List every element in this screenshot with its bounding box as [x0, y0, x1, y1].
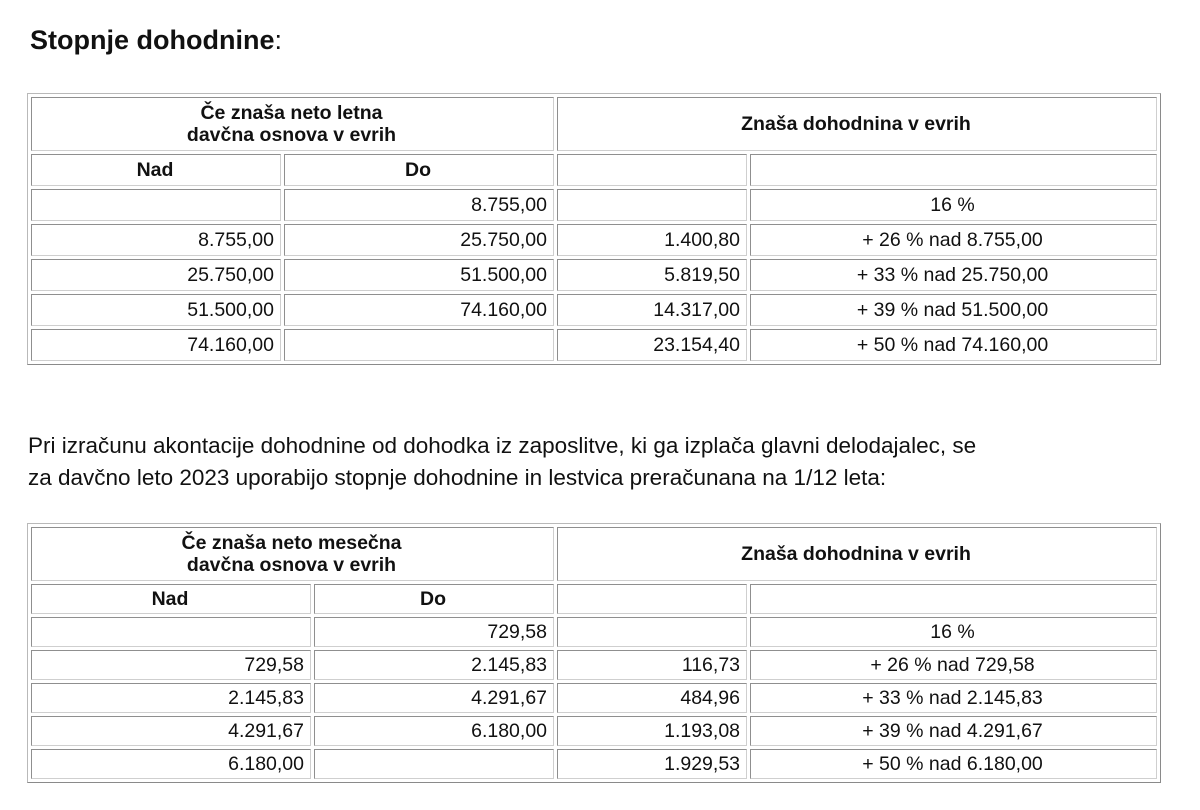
cell-rate: + 50 % nad 6.180,00: [750, 749, 1157, 779]
table-row: [31, 189, 1157, 221]
header-empty-cell: [750, 584, 1157, 614]
header-over: Nad: [31, 584, 311, 614]
cell-to: [284, 329, 554, 361]
header-empty-cell: [557, 154, 747, 186]
cell-to: 729,58: [314, 617, 554, 647]
cell-rate: + 26 % nad 8.755,00: [750, 224, 1157, 256]
header-tax-base-line1: Če znaša neto mesečna: [181, 532, 402, 554]
table-row: [31, 749, 1157, 779]
cell-fixed: 14.317,00: [557, 294, 747, 326]
cell-over: 729,58: [31, 650, 311, 680]
table-row: [31, 224, 1157, 256]
annual-tax-table: [27, 93, 1161, 365]
table-subheader-row: [31, 584, 1157, 614]
cell-fixed: 1.193,08: [557, 716, 747, 746]
cell-to: 25.750,00: [284, 224, 554, 256]
cell-fixed: [557, 189, 747, 221]
table-row: [31, 329, 1157, 361]
header-tax-base: [31, 527, 554, 581]
cell-over: 2.145,83: [31, 683, 311, 713]
cell-to: 6.180,00: [314, 716, 554, 746]
cell-fixed: 1.400,80: [557, 224, 747, 256]
cell-rate: + 39 % nad 4.291,67: [750, 716, 1157, 746]
cell-to: 51.500,00: [284, 259, 554, 291]
cell-rate: 16 %: [750, 189, 1157, 221]
cell-over: [31, 617, 311, 647]
cell-rate: + 26 % nad 729,58: [750, 650, 1157, 680]
table-row: [31, 617, 1157, 647]
intro-paragraph: [28, 430, 1193, 494]
cell-over: 4.291,67: [31, 716, 311, 746]
cell-fixed: 1.929,53: [557, 749, 747, 779]
header-tax-base-line2: davčna osnova v evrih: [186, 554, 397, 576]
cell-fixed: 5.819,50: [557, 259, 747, 291]
cell-to: 8.755,00: [284, 189, 554, 221]
monthly-tax-table: [27, 523, 1161, 783]
cell-over: [31, 189, 281, 221]
header-tax-base: [31, 97, 554, 151]
header-tax-amount: Znaša dohodnina v evrih: [557, 97, 1157, 151]
table-row: [31, 683, 1157, 713]
cell-over: 74.160,00: [31, 329, 281, 361]
table-row: [31, 294, 1157, 326]
header-tax-amount: Znaša dohodnina v evrih: [557, 527, 1157, 581]
cell-to: 2.145,83: [314, 650, 554, 680]
header-empty-cell: [750, 154, 1157, 186]
table-header-row: [31, 527, 1157, 581]
table-subheader-row: [31, 154, 1157, 186]
cell-over: 51.500,00: [31, 294, 281, 326]
table-row: [31, 716, 1157, 746]
table-row: [31, 259, 1157, 291]
cell-fixed: 484,96: [557, 683, 747, 713]
cell-over: 6.180,00: [31, 749, 311, 779]
cell-rate: 16 %: [750, 617, 1157, 647]
header-to: Do: [314, 584, 554, 614]
intro-line-2: za davčno leto 2023 uporabijo stopnje dohodnine in lestvica preračunana na 1/12 leta:: [28, 465, 887, 490]
cell-rate: + 33 % nad 25.750,00: [750, 259, 1157, 291]
header-over: Nad: [31, 154, 281, 186]
header-to: Do: [284, 154, 554, 186]
header-tax-base-line1: Če znaša neto letna: [200, 102, 383, 124]
intro-line-1: Pri izračunu akontacije dohodnine od dohodka iz zaposlitve, ki ga izplača glavni delodajalec, se: [28, 433, 977, 458]
table-row: [31, 650, 1157, 680]
cell-rate: + 39 % nad 51.500,00: [750, 294, 1157, 326]
cell-over: 25.750,00: [31, 259, 281, 291]
cell-over: 8.755,00: [31, 224, 281, 256]
page-title: [30, 22, 282, 58]
cell-to: 74.160,00: [284, 294, 554, 326]
cell-fixed: 116,73: [557, 650, 747, 680]
cell-rate: + 50 % nad 74.160,00: [750, 329, 1157, 361]
cell-fixed: [557, 617, 747, 647]
cell-to: [314, 749, 554, 779]
page-title-text: Stopnje dohodnine: [30, 25, 275, 55]
table-header-row: [31, 97, 1157, 151]
cell-to: 4.291,67: [314, 683, 554, 713]
cell-rate: + 33 % nad 2.145,83: [750, 683, 1157, 713]
header-tax-base-line2: davčna osnova v evrih: [186, 124, 397, 146]
page-title-colon: :: [274, 25, 282, 55]
header-empty-cell: [557, 584, 747, 614]
cell-fixed: 23.154,40: [557, 329, 747, 361]
